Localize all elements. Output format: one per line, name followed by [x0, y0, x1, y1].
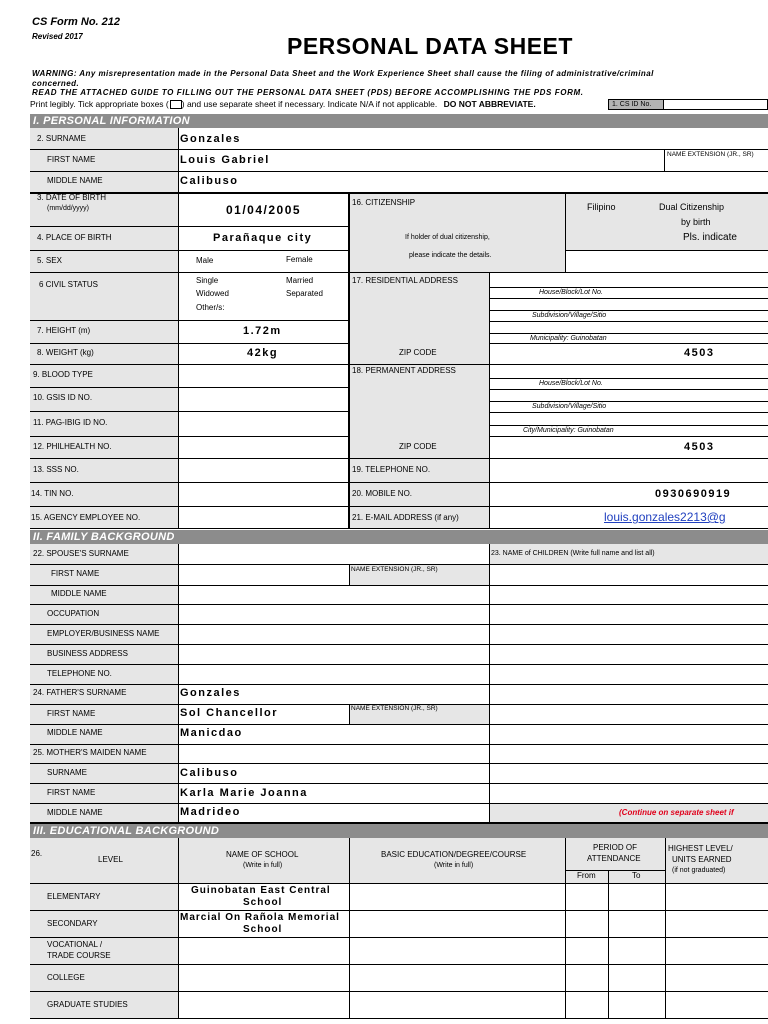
sex-label: 5. SEX — [37, 256, 62, 265]
spouse-surname-label: 22. SPOUSE'S SURNAME — [33, 549, 129, 558]
mother-first-name-value[interactable]: Karla Marie Joanna — [180, 787, 308, 799]
weight-value[interactable]: 42kg — [247, 347, 279, 359]
section-personal-information: I. PERSONAL INFORMATION — [30, 114, 768, 128]
citizenship-dual-option[interactable]: Dual Citizenship — [659, 202, 725, 212]
print-instructions-suffix: ) and use separate sheet if necessary. Indicate N/A if not applicable. — [181, 99, 438, 109]
blood-type-label: 9. BLOOD TYPE — [33, 370, 93, 379]
sex-female-option[interactable]: Female — [286, 255, 313, 264]
dob-label: 3. DATE OF BIRTH — [37, 193, 107, 202]
guide-text: READ THE ATTACHED GUIDE TO FILLING OUT THE PERSONAL DATA SHEET (PDS) BEFORE ACCOMPLISHING THE PDS FORM. — [32, 88, 584, 97]
civil-status-label: 6 CIVIL STATUS — [39, 280, 98, 289]
surname-value[interactable]: Gonzales — [180, 133, 241, 145]
section-educational-background: III. EDUCATIONAL BACKGROUND — [30, 824, 768, 838]
occupation-label: OCCUPATION — [47, 609, 100, 618]
weight-label: 8. WEIGHT (kg) — [37, 348, 94, 357]
father-name-ext-label: NAME EXTENSION (JR., SR) — [351, 705, 438, 712]
perm-zip-label: ZIP CODE — [399, 442, 437, 451]
elementary-school-line1[interactable]: Guinobatan East Central — [191, 885, 331, 896]
college-label: COLLEGE — [47, 973, 85, 982]
civil-married-option[interactable]: Married — [286, 276, 314, 285]
vocational-label-1: VOCATIONAL / — [47, 940, 103, 949]
height-label: 7. HEIGHT (m) — [37, 326, 91, 335]
res-subdivision-label: Subdivision/Village/Sitio — [532, 312, 607, 319]
perm-house-label: House/Block/Lot No. — [539, 380, 603, 387]
father-surname-value[interactable]: Gonzales — [180, 687, 241, 699]
period-header-1: PERIOD OF — [593, 843, 638, 852]
perm-city-label: City/Municipality: Guinobatan — [523, 427, 614, 434]
mobile-value[interactable]: 0930690919 — [655, 488, 732, 500]
citizenship-indicate: Pls. indicate — [683, 232, 737, 243]
from-header: From — [577, 871, 596, 880]
elementary-school-line2[interactable]: School — [243, 897, 283, 908]
school-header-note: (Write in full) — [243, 862, 283, 869]
father-middle-name-label: MIDDLE NAME — [47, 728, 103, 737]
dob-value[interactable]: 01/04/2005 — [226, 203, 302, 217]
dual-note-1: If holder of dual citizenship, — [405, 234, 490, 241]
vocational-label-2: TRADE COURSE — [47, 951, 111, 960]
print-instructions-prefix: Print legibly. Tick appropriate boxes ( — [30, 99, 169, 109]
children-label: 23. NAME of CHILDREN (Write full name and list all) — [491, 550, 655, 557]
res-zip-label: ZIP CODE — [399, 348, 437, 357]
res-house-label: House/Block/Lot No. — [539, 289, 603, 296]
pagibig-label: 11. PAG-IBIG ID NO. — [33, 418, 108, 427]
mother-surname-label: SURNAME — [47, 768, 88, 777]
no-abbreviate-note: DO NOT ABBREVIATE. — [443, 99, 536, 109]
father-middle-name-value[interactable]: Manicdao — [180, 727, 243, 739]
citizenship-label: 16. CITIZENSHIP — [352, 198, 416, 207]
middle-name-value[interactable]: Calibuso — [180, 175, 239, 187]
section-family-background: II. FAMILY BACKGROUND — [30, 530, 768, 544]
secondary-school-line1[interactable]: Marcial On Rañola Memorial — [180, 912, 340, 923]
highest-header-1: HIGHEST LEVEL/ — [668, 844, 733, 853]
mother-middle-name-label: MIDDLE NAME — [47, 808, 103, 817]
citizenship-by-birth-option[interactable]: by birth — [681, 217, 711, 227]
agency-employee-label: 15. AGENCY EMPLOYEE NO. — [31, 513, 141, 522]
graduate-studies-label: GRADUATE STUDIES — [47, 1000, 128, 1009]
revision: Revised 2017 — [32, 32, 83, 41]
mobile-label: 20. MOBILE NO. — [352, 489, 413, 498]
height-value[interactable]: 1.72m — [243, 325, 282, 337]
spouse-middle-name-label: MIDDLE NAME — [51, 589, 107, 598]
cs-id-label: 1. CS ID No. — [612, 101, 652, 108]
cs-id-input[interactable] — [664, 99, 768, 110]
warning-text: WARNING: Any misrepresentation made in the Personal Data Sheet and the Work Experience Sheet shall cause the filing of administrative/criminal — [32, 69, 654, 78]
spouse-first-name-label: FIRST NAME — [51, 569, 100, 578]
middle-name-label: MIDDLE NAME — [47, 176, 103, 185]
sex-male-option[interactable]: Male — [196, 256, 214, 265]
perm-subdivision-label: Subdivision/Village/Sitio — [532, 403, 607, 410]
tin-label: 14. TIN NO. — [31, 489, 74, 498]
course-header-note: (Write in full) — [434, 862, 474, 869]
spouse-telephone-label: TELEPHONE NO. — [47, 669, 112, 678]
telephone-label: 19. TELEPHONE NO. — [352, 465, 431, 474]
dob-format: (mm/dd/yyyy) — [47, 205, 89, 212]
mother-middle-name-value[interactable]: Madrideo — [180, 806, 241, 818]
civil-single-option[interactable]: Single — [196, 276, 219, 285]
email-label: 21. E-MAIL ADDRESS (if any) — [352, 513, 459, 522]
spouse-name-ext-label: NAME EXTENSION (JR., SR) — [351, 566, 438, 573]
employer-label: EMPLOYER/BUSINESS NAME — [47, 629, 160, 638]
warning-text-2: concerned. — [32, 79, 80, 88]
highest-header-2: UNITS EARNED — [672, 855, 732, 864]
perm-zip-value[interactable]: 4503 — [684, 441, 715, 453]
gsis-label: 10. GSIS ID NO. — [33, 393, 93, 402]
father-surname-label: 24. FATHER'S SURNAME — [33, 688, 127, 697]
school-header: NAME OF SCHOOL — [226, 850, 299, 859]
mother-maiden-name-label: 25. MOTHER'S MAIDEN NAME — [33, 748, 147, 757]
form-number: CS Form No. 212 — [32, 16, 121, 28]
philhealth-label: 12. PHILHEALTH NO. — [33, 442, 112, 451]
continue-note: (Continue on separate sheet if — [619, 808, 734, 817]
dual-note-2: please indicate the details. — [409, 252, 492, 259]
civil-widowed-option[interactable]: Widowed — [196, 289, 229, 298]
pob-label: 4. PLACE OF BIRTH — [37, 233, 112, 242]
print-instructions — [30, 100, 536, 109]
highest-header-3: (if not graduated) — [672, 867, 726, 874]
to-header: To — [632, 871, 641, 880]
mother-first-name-label: FIRST NAME — [47, 788, 96, 797]
surname-label: 2. SURNAME — [37, 134, 86, 143]
level-header: LEVEL — [98, 855, 123, 864]
civil-other-option[interactable]: Other/s: — [196, 303, 225, 312]
period-header-2: ATTENDANCE — [587, 854, 641, 863]
mother-surname-value[interactable]: Calibuso — [180, 767, 239, 779]
secondary-label: SECONDARY — [47, 919, 98, 928]
father-first-name-label: FIRST NAME — [47, 709, 96, 718]
permanent-address-label: 18. PERMANENT ADDRESS — [352, 366, 456, 375]
first-name-value[interactable]: Louis Gabriel — [180, 154, 270, 166]
civil-separated-option[interactable]: Separated — [286, 289, 323, 298]
tick-box — [170, 100, 182, 109]
res-municipality-label: Municipality: Guinobatan — [530, 335, 607, 342]
page-title: PERSONAL DATA SHEET — [287, 33, 573, 59]
secondary-school-line2[interactable]: School — [243, 924, 283, 935]
citizenship-options-bg — [565, 192, 768, 250]
father-first-name-value[interactable]: Sol Chancellor — [180, 707, 279, 719]
name-extension-label: NAME EXTENSION (JR., SR) — [667, 151, 754, 158]
email-link[interactable]: louis.gonzales2213@g — [604, 510, 726, 524]
sss-label: 13. SSS NO. — [33, 465, 79, 474]
education-header-bg — [30, 838, 768, 883]
business-address-label: BUSINESS ADDRESS — [47, 649, 128, 658]
education-item-number: 26. — [31, 849, 43, 858]
elementary-label: ELEMENTARY — [47, 892, 101, 901]
pob-value[interactable]: Parañaque city — [213, 232, 313, 244]
residential-address-label: 17. RESIDENTIAL ADDRESS — [352, 276, 458, 285]
citizenship-filipino-option[interactable]: Filipino — [587, 202, 616, 212]
res-zip-value[interactable]: 4503 — [684, 347, 715, 359]
first-name-label: FIRST NAME — [47, 155, 96, 164]
course-header: BASIC EDUCATION/DEGREE/COURSE — [381, 850, 527, 859]
